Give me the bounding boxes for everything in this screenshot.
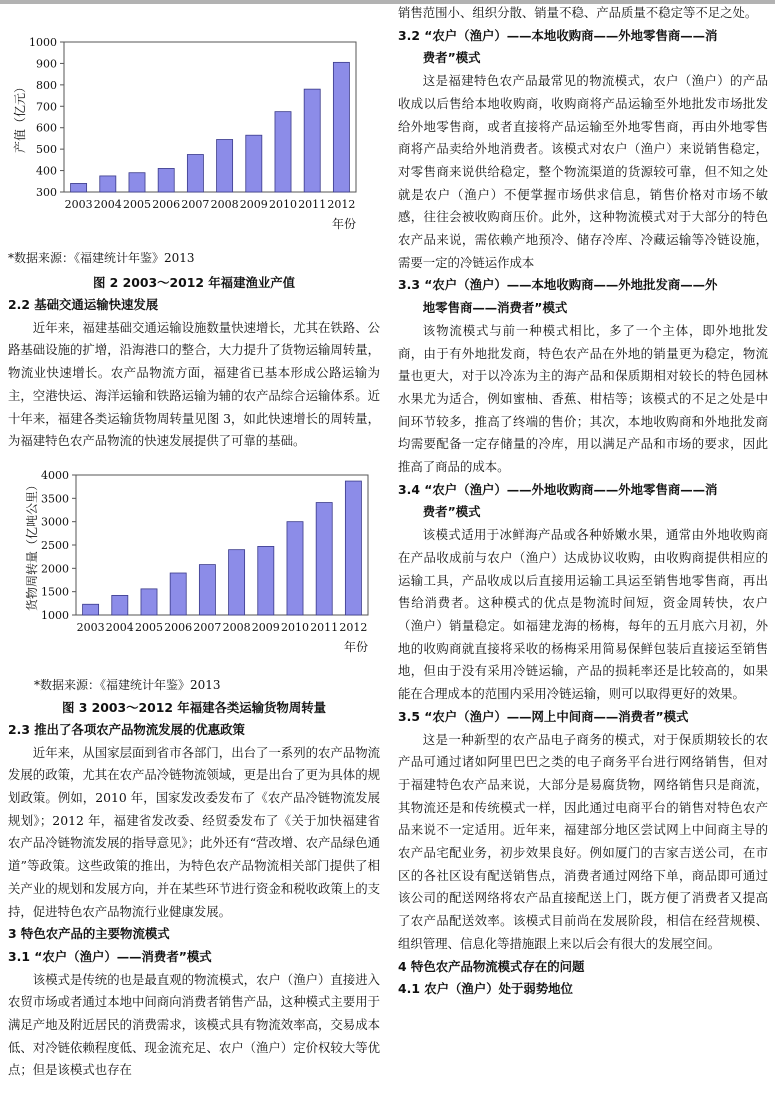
fig3-bar [199, 565, 215, 615]
fig2-x-tick-label: 2008 [210, 198, 239, 211]
fig3-bar [170, 573, 186, 615]
fig3-chart [8, 465, 380, 661]
fig3-y-tick-label: 1000 [41, 608, 69, 622]
fig3-bar [83, 604, 99, 615]
fig2-x-tick-label: 2004 [93, 198, 122, 211]
fig2-bar [275, 112, 291, 192]
fig3-x-tick-label: 2010 [281, 620, 309, 634]
section-4-1-heading: 4.1 农户（渔户）处于弱势地位 [398, 981, 573, 997]
fig2-bar [217, 140, 233, 193]
fig2-y-tick-label: 1000 [29, 36, 57, 49]
fig3-bar [316, 502, 332, 614]
fig2-bar [100, 176, 116, 192]
fig3-x-tick-label: 2005 [135, 620, 163, 634]
fig3-bar [287, 522, 303, 615]
fig3-x-tick-label: 2004 [105, 620, 134, 634]
fig2-x-tick-label: 2007 [181, 198, 210, 211]
section-3-5-heading: 3.5 “农户（渔户）——网上中间商——消费者”模式 [398, 708, 689, 724]
fig2-bar [158, 168, 174, 192]
fig2-x-tick-label: 2003 [64, 198, 93, 211]
fig2-bar [71, 183, 87, 192]
fig3-x-axis-label: 年份 [343, 639, 368, 654]
fig3-x-tick-label: 2007 [193, 620, 222, 634]
fig2-bar [187, 155, 203, 193]
fig2-x-tick-label: 2012 [327, 198, 356, 211]
fig2-y-tick-label: 900 [36, 57, 57, 71]
section-3-heading: 3 特色农产品的主要物流模式 [8, 926, 170, 942]
fig2-y-tick-label: 700 [36, 100, 57, 114]
fig2-caption: 图 2 2003～2012 年福建渔业产值 [92, 275, 296, 290]
left-column [8, 0, 380, 1082]
fig2-chart [8, 14, 380, 242]
fig3-y-axis-label: 货物周转量（亿吨公里） [25, 478, 39, 611]
fig3-bar [229, 550, 245, 615]
fig3-y-tick-label: 1500 [41, 585, 69, 599]
fig2-bar [333, 62, 349, 192]
section-2-2-paragraph: 近年来，福建基础交通运输设施数量快速增长，尤其在铁路、公路基础设施的扩增，沿海港口的整合，大力提升了货物运输周转量，物流业快速增长。农产品物流方面，福建省已基本形成公路运输为主，空港快运、海洋运输和铁路运输为辅的农产品综合运输体系。近十年来，福建各类运输货物周转量见图 3，如此快速增长的周转量，为福建特色农产品物流的快速发展提供了可靠的基础。 [8, 319, 380, 449]
fig3-x-tick-label: 2009 [251, 620, 280, 634]
fig2-bar [304, 89, 320, 192]
section-3-2-heading-cont: 费者”模式 [422, 50, 481, 66]
fig2-y-tick-label: 300 [36, 186, 57, 199]
fig3-x-tick-label: 2008 [222, 620, 251, 634]
fig2-x-tick-label: 2009 [239, 198, 268, 211]
section-3-4-heading: 3.4 “农户（渔户）——外地收购商——外地零售商——消 [398, 481, 718, 497]
fig2-y-tick-label: 800 [36, 78, 57, 92]
fig2-y-tick-label: 500 [36, 143, 57, 157]
section-3-3-paragraph: 该物流模式与前一种模式相比，多了一个主体，即外地批发商，由于有外地批发商，特色农产品在外地的销量更为稳定，物流量也更大，对于以冷冻为主的海产品和保质期相对较长的特色园林水果尤为适合，例如蜜柚、香蕉、柑桔等；该模式的不足之处是中间环节较多，推高了终端的售价；其次，本地收购商和外地批发商均需要配备一定存储量的冷库，用以满足产品和市场的要求，因此推高了商品的成本。 [398, 322, 768, 475]
fig3-y-tick-label: 2500 [41, 538, 69, 552]
section-3-2-heading: 3.2 “农户（渔户）——本地收购商——外地零售商——消 [398, 27, 718, 43]
fig3-y-tick-label: 3000 [41, 515, 69, 529]
fig3-x-tick-label: 2012 [339, 620, 368, 634]
fig3-caption: 图 3 2003～2012 年福建各类运输货物周转量 [61, 699, 326, 715]
section-3-1-paragraph: 该模式是传统的也是最直观的物流模式，农户（渔户）直接进入农贸市场或者通过本地中间商向消费者销售产品，这种模式主要用于满足产地及附近居民的消费需求，该模式具有物流效率高，交易成本低、对冷链依赖程度低、现金流充足、农户（渔户）定价权较大等优点；但是该模式也存在 [8, 971, 380, 1078]
section-3-3-heading-cont: 地零售商——消费者”模式 [422, 300, 568, 316]
continued-paragraph: 销售范围小、组织分散、销量不稳、产品质量不稳定等不足之处。 [398, 5, 758, 20]
section-3-4-heading-cont: 费者”模式 [422, 504, 481, 520]
fig2-source: *数据来源：《福建统计年鉴》2013 [8, 251, 195, 265]
fig2-bar [129, 173, 145, 192]
section-2-2-heading: 2.2 基础交通运输快速发展 [8, 297, 159, 312]
section-2-3-heading: 2.3 推出了各项农产品物流发展的优惠政策 [8, 721, 245, 737]
section-3-2-paragraph: 这是福建特色农产品最常见的物流模式，农户（渔户）的产品收成以后售给本地收购商，收购商将产品运输至外地批发市场批发给外地零售商，或者直接将产品运输至外地零售商，再由外地零售商将产品卖给外地消费者。该模式对农户（渔户）来说销售稳定，对零售商来说供给稳定，整个物流渠道的货源较可靠，但不知之处就是农户（渔户）不便掌握市场供求信息，销售价格对市场不敏感，往往会被收购商压价。此外，这种物流模式对于大部分的特色农产品来说，需依赖产地预冷、储存冷库、冷藏运输等冷链设施，需要一定的冷链运作成本 [398, 73, 768, 270]
fig3-x-tick-label: 2011 [310, 620, 339, 634]
section-4-heading: 4 特色农产品物流模式存在的问题 [398, 958, 585, 974]
fig3-source: *数据来源：《福建统计年鉴》2013 [34, 677, 221, 692]
fig2-y-axis-label: 产值（亿元） [13, 80, 27, 154]
fig2-x-axis-label: 年份 [331, 217, 356, 231]
section-3-1-heading: 3.1 “农户（渔户）——消费者”模式 [8, 948, 212, 964]
section-3-5-paragraph: 这是一种新型的农产品电子商务的模式，对于保质期较长的农产品可通过诸如阿里巴巴之类的电子商务平台进行网络销售，但对于福建特色农产品来说，大部分是易腐货物，网络销售只是商流，其物流还是和传统模式一样，因此通过电商平台的销售对特色农产品来说不一定适用。近年来，福建部分地区尝试网上中间商主导的农产品宅配业务，初步效果良好。例如厦门的吉家吉送公司，在市区的各社区设有配送销售点，消费者通过网络下单，商品即可通过该公司的配送网络将农产品直接配送上门，既方便了消费者又提高了农产品配送效率。该模式目前尚在发展阶段，相信在经营规模、组织管理、信息化等措施跟上来以后会有很大的发展空间。 [398, 731, 768, 951]
fig3-x-tick-label: 2006 [164, 620, 193, 634]
fig2-x-tick-label: 2010 [269, 198, 297, 211]
fig2-bar [246, 135, 262, 192]
fig3-x-tick-label: 2003 [76, 620, 105, 634]
fig3-bar [141, 589, 157, 615]
fig3-bar [112, 595, 128, 615]
fig3-bar [345, 481, 361, 615]
fig3-y-tick-label: 2000 [41, 562, 69, 576]
fig2-y-tick-label: 400 [36, 164, 57, 178]
fig2-x-tick-label: 2005 [123, 198, 151, 211]
fig2-x-tick-label: 2006 [152, 198, 181, 211]
fig2-x-tick-label: 2011 [298, 198, 327, 211]
section-3-3-heading: 3.3 “农户（渔户）——本地收购商——外地批发商——外 [398, 277, 718, 293]
fig3-y-tick-label: 4000 [41, 468, 69, 482]
fig3-y-tick-label: 3500 [41, 492, 69, 506]
section-3-4-paragraph: 该模式适用于冰鲜海产品或各种娇嫩水果，通常由外地收购商在产品收成前与农户（渔户）达成协议收购，由收购商提供相应的运输工具，产品收成以后直接用运输工具运至销售地零售商，再出售给消费者。这种模式的优点是物流时间短，资金周转快，农户（渔户）销量稳定。如福建龙海的杨梅，每年的五月底六月初，外地的收购商就直接将采收的杨梅采用简易保鲜包装后直接运至销售地，但由于没有采用冷链运输，产品的损耗率还是比较高的，如果能在合理成本的范围内采用冷链运输，则可以取得更好的效果。 [398, 527, 768, 702]
section-2-3-paragraph: 近年来，从国家层面到省市各部门，出台了一系列的农产品物流发展的政策，尤其在农产品冷链物流领域，更是出台了更为具体的规划政策。例如，2010 年，国家发改委发布了《农产品冷链物流发展规划》；2012 年，福建省发改委、经贸委发布了《关于加快福建省农产品冷链物流发展的指导意见》；此外还有“营改增、农产品绿色通道”等政策。这些政策的推出，为特色农产品物流相关部门提供了相关产业的规划和发展方向，并在某些环节进行资金和税收政策上的支持，促进特色农产品物流行业健康发展。 [8, 744, 380, 919]
fig2-y-tick-label: 600 [36, 121, 57, 135]
right-column [398, 0, 768, 1001]
fig3-bar [258, 546, 274, 615]
